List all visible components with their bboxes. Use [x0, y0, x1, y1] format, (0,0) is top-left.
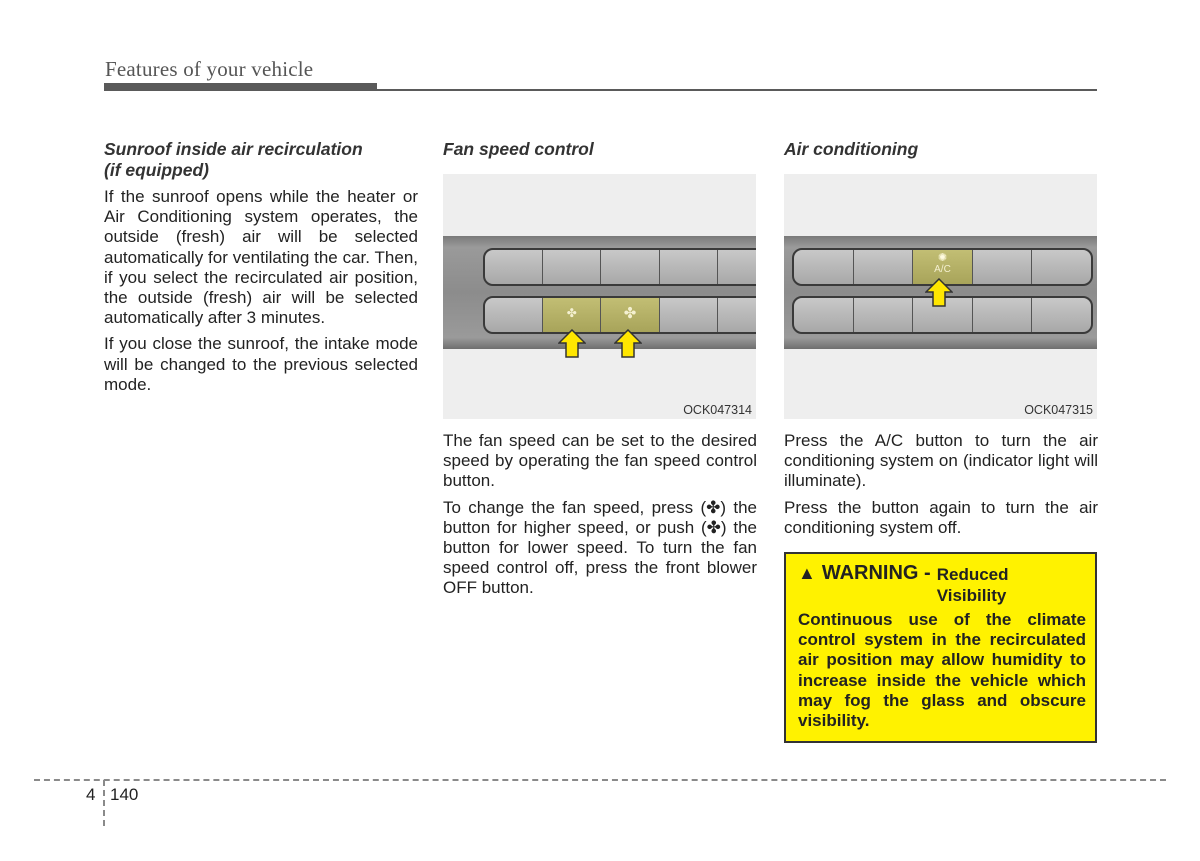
warning-box: [784, 552, 1097, 743]
arrow-up-icon: [614, 329, 642, 359]
panel-button: [660, 250, 718, 284]
section-fan-speed-control: [443, 139, 757, 605]
section-sunroof-recirculation: [104, 139, 418, 401]
button-row-top: [483, 248, 756, 286]
warning-triangle-icon: ▲: [798, 563, 816, 584]
fan-low-button: [543, 298, 601, 332]
warning-subtitle-line: Visibility: [936, 586, 1007, 606]
footer-vertical-rule: [103, 780, 105, 826]
figure-code: OCK047314: [683, 403, 752, 417]
section-title-line: Sunroof inside air recirculation: [104, 139, 363, 159]
section-title: Fan speed control: [443, 139, 594, 159]
fan-high-button: [601, 298, 659, 332]
chapter-number: 4: [86, 785, 96, 804]
panel-button: [1032, 298, 1091, 332]
panel-button: [601, 250, 659, 284]
section-air-conditioning: [784, 139, 1098, 743]
figure-code: OCK047315: [1024, 403, 1093, 417]
panel-button: [485, 298, 543, 332]
panel-button: [854, 298, 914, 332]
paragraph: To change the fan speed, press (✤) the button for higher speed, or push (✤) the button for lower speed. To turn the fan speed control off, press the front blower OFF button.: [443, 497, 757, 598]
paragraph: Press the button again to turn the air conditioning system off.: [784, 497, 1098, 537]
paragraph: If the sunroof opens while the heater or Air Conditioning system operates, the outside (fresh) air will be selected automatically for ventilating the car. Then, if you select the recirculated air position, the outside (fresh) air will be selected automatically after 3 minutes.: [104, 187, 418, 328]
footer-dashed-rule: [34, 779, 1166, 781]
section-title-line: (if equipped): [104, 160, 209, 180]
paragraph: Press the A/C button to turn the air conditioning system on (indicator light will illuminate).: [784, 431, 1098, 491]
warning-subtitle-line: Reduced: [936, 565, 1009, 585]
ac-label: A/C: [934, 264, 951, 275]
warning-subtitle: [937, 562, 1009, 606]
panel-button: [794, 250, 854, 284]
panel-button: [485, 250, 543, 284]
indicator-light-icon: ✺: [937, 252, 948, 264]
header-title: Features of your vehicle: [105, 57, 314, 81]
page-number: 140: [110, 785, 139, 804]
fan-icon: ✤: [566, 306, 577, 320]
section-title: Air conditioning: [784, 139, 919, 159]
panel-button: [543, 250, 601, 284]
panel-button: [718, 250, 756, 284]
panel-button: [1032, 250, 1091, 284]
arrow-up-icon: [925, 278, 953, 308]
panel-button: [854, 250, 914, 284]
panel-button: [660, 298, 718, 332]
warning-body: Continuous use of the climate control system in the recirculated air position may allow humidity to increase inside the vehicle which may fog the glass and obscure visibility.: [798, 610, 1086, 731]
panel-button: [794, 298, 854, 332]
fan-speed-figure: [443, 174, 756, 419]
arrow-up-icon: [558, 329, 586, 359]
fan-icon: ✤: [623, 305, 637, 322]
warning-label: WARNING -: [821, 562, 931, 585]
panel-button: [973, 298, 1033, 332]
header-rule-thin: [104, 89, 1097, 91]
warning-header: [798, 562, 1086, 606]
control-panel: [443, 236, 756, 349]
panel-button: [718, 298, 756, 332]
air-conditioning-figure: [784, 174, 1097, 419]
panel-button: [973, 250, 1033, 284]
paragraph: The fan speed can be set to the desired speed by operating the fan speed control button.: [443, 431, 757, 491]
paragraph: If you close the sunroof, the intake mode will be changed to the previous selected mode.: [104, 334, 418, 394]
section-title: [104, 139, 418, 181]
